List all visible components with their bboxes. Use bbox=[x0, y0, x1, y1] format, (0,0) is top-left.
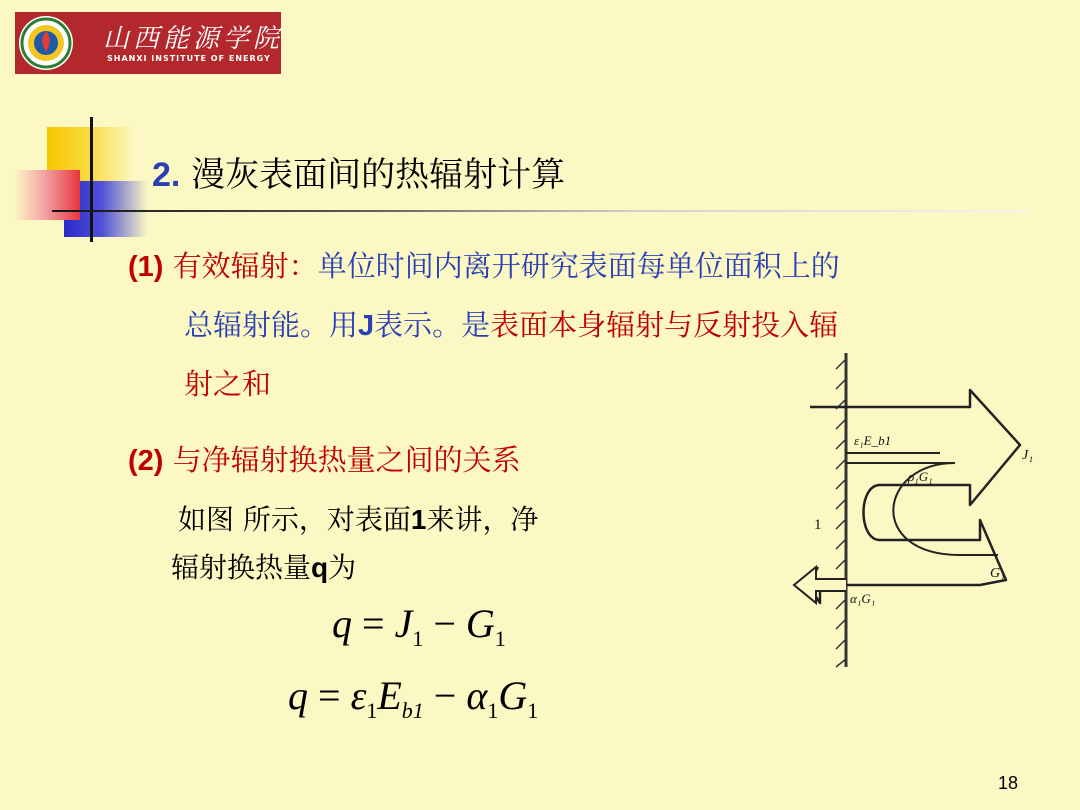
item1-line2-a: 总辐射能。用 bbox=[184, 308, 359, 342]
title-number: 2. bbox=[152, 156, 181, 194]
page-number: 18 bbox=[998, 773, 1019, 793]
item2-desc2-a: 辐射换热量 bbox=[171, 551, 312, 584]
eq2-g-sub: 1 bbox=[527, 698, 539, 723]
label-surface: 1 bbox=[814, 517, 822, 533]
eq2-alpha-sub: 1 bbox=[487, 698, 499, 723]
logo-english-name: SHANXI INSTITUTE OF ENERGY bbox=[107, 54, 271, 63]
equation-2 bbox=[288, 672, 538, 724]
eq2-e-sub: b1 bbox=[401, 698, 424, 723]
item1-term: 有效辐射： bbox=[172, 249, 318, 283]
eq2-alpha: α bbox=[466, 673, 488, 718]
eq2-e: E bbox=[377, 673, 402, 718]
eq1-j: J bbox=[394, 601, 413, 646]
label-reflect: ρ₁G₁ bbox=[908, 469, 933, 484]
item2-desc1-a: 如图 所示，对表面 bbox=[178, 503, 411, 536]
label-absorb: α₁G₁ bbox=[850, 591, 876, 606]
radiosity-diagram bbox=[780, 345, 1040, 670]
item2-desc-line1 bbox=[178, 498, 539, 538]
eq2-epsilon-sub: 1 bbox=[366, 698, 378, 723]
label-emission: ε₁E_b1 bbox=[854, 433, 892, 448]
eq2-equals: = bbox=[318, 673, 341, 718]
title-text: 漫灰表面间的热辐射计算 bbox=[191, 155, 566, 195]
item1-line3: 射之和 bbox=[184, 367, 272, 401]
equation-1 bbox=[332, 600, 506, 652]
item1-line2-b: 表示。是 bbox=[374, 308, 491, 342]
eq1-g: G bbox=[465, 601, 495, 646]
eq1-minus: − bbox=[433, 601, 456, 646]
eq2-minus: − bbox=[433, 673, 457, 718]
title-underline bbox=[52, 210, 1027, 212]
item1-label: (1) bbox=[128, 251, 164, 283]
eq2-epsilon: ε bbox=[350, 673, 367, 718]
item2-heading bbox=[128, 438, 521, 479]
school-logo bbox=[15, 12, 284, 74]
eq2-g: G bbox=[498, 673, 528, 718]
eq1-equals: = bbox=[362, 601, 385, 646]
eq2-q: q bbox=[288, 673, 308, 718]
eq1-g-sub: 1 bbox=[494, 626, 506, 651]
eq1-j-sub: 1 bbox=[412, 626, 424, 651]
item2-text: 与净辐射换热量之间的关系 bbox=[172, 443, 521, 477]
item1-line1 bbox=[128, 237, 1028, 296]
decor-vertical-line bbox=[90, 117, 93, 242]
label-radiosity: J₁ bbox=[1022, 448, 1034, 463]
item1-line2-red: 表面本身辐射与反射投入辐 bbox=[490, 308, 839, 342]
item2-label: (2) bbox=[128, 445, 164, 477]
slide-title bbox=[152, 147, 565, 196]
school-emblem-icon bbox=[15, 12, 85, 74]
decor-pink-square bbox=[14, 170, 80, 220]
eq1-q: q bbox=[332, 601, 352, 646]
item2-desc2-q: q bbox=[311, 552, 329, 583]
item1-line2-j: J bbox=[358, 310, 375, 342]
logo-chinese-name: 山西能源学院 bbox=[103, 24, 284, 54]
item2-desc1-b: 来讲，净 bbox=[426, 503, 539, 536]
item1-line1-rest: 单位时间内离开研究表面每单位面积上的 bbox=[317, 249, 840, 283]
label-irradiation: G₁ bbox=[990, 566, 1005, 581]
item2-desc-line2 bbox=[171, 546, 356, 586]
item2-desc2-b: 为 bbox=[328, 551, 357, 584]
item2-desc1-num: 1 bbox=[410, 504, 427, 535]
